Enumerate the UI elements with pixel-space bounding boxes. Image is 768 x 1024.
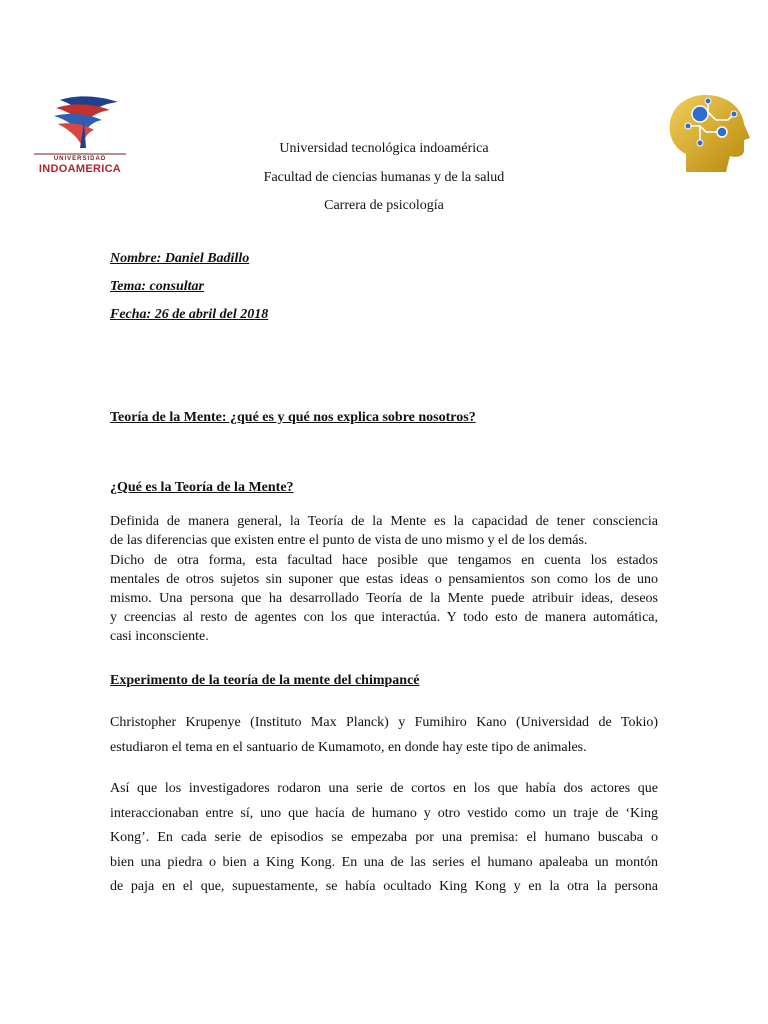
university-logo xyxy=(30,92,130,182)
paragraph xyxy=(110,711,658,760)
paragraph-line: y creencias al resto de agentes con los que interactúa. Y todo esto de manera automática, xyxy=(110,610,658,625)
section-heading: ¿Qué es la Teoría de la Mente? xyxy=(110,480,294,495)
paragraph-line: mentales de otros sujetos sin suponer que estas ideas o pensamientos son como los de uno xyxy=(110,572,658,587)
paragraph xyxy=(110,777,658,900)
university-name: Universidad tecnológica indoamérica xyxy=(279,141,489,156)
logo-text-bottom: INDOAMERICA xyxy=(38,163,122,175)
psychology-logo xyxy=(664,92,754,174)
paragraph-line: mismo. Una persona que ha desarrollado Teoría de la Mente puede atribuir ideas, deseos xyxy=(110,591,658,606)
paragraph-line: Así que los investigadores rodaron una serie de cortos en los que había dos actores que xyxy=(110,781,658,796)
paragraph-line: de las diferencias que existen entre el punto de vista de uno mismo y el de los demás. xyxy=(110,533,588,548)
paragraph-line: de paja en el que, supuestamente, se había ocultado King Kong y en la otra la persona xyxy=(110,879,658,894)
logo-text-top: UNIVERSIDAD xyxy=(53,156,107,162)
head-circuit-icon xyxy=(664,92,754,174)
date: Fecha: 26 de abril del 2018 xyxy=(110,307,269,322)
paragraph-line: Dicho de otra forma, esta facultad hace posible que tengamos en cuenta los estados xyxy=(110,553,658,568)
paragraph-line: interaccionaban entre sí, uno que hacía de humano y otro vestido como un traje de ‘King xyxy=(110,805,658,821)
paragraph-line: Christopher Krupenye (Instituto Max Planck) y Fumihiro Kano (Universidad de Tokio) xyxy=(110,715,658,730)
paragraph-line: casi inconsciente. xyxy=(110,629,209,644)
faculty-name: Facultad de ciencias humanas y de la salud xyxy=(263,170,505,185)
topic: Tema: consultar xyxy=(110,279,204,294)
paragraph-line: bien una piedra o bien a King Kong. En una de las series el humano apaleaba un montón xyxy=(110,854,658,870)
paragraph xyxy=(110,551,658,646)
career-name: Carrera de psicología xyxy=(324,198,444,213)
paragraph-line: estudiaron el tema en el santuario de Kumamoto, en donde hay este tipo de animales. xyxy=(110,739,587,755)
paragraph-line: Definida de manera general, la Teoría de la Mente es la capacidad de tener consciencia xyxy=(110,514,658,529)
paragraph-line: Kong’. En cada serie de episodios se empezaba por una premisa: el humano buscaba o xyxy=(110,830,658,845)
section-heading: Experimento de la teoría de la mente del chimpancé xyxy=(110,673,420,688)
paragraph xyxy=(110,512,658,550)
student-name: Nombre: Daniel Badillo xyxy=(110,251,250,266)
document-title: Teoría de la Mente: ¿qué es y qué nos explica sobre nosotros? xyxy=(110,410,476,425)
